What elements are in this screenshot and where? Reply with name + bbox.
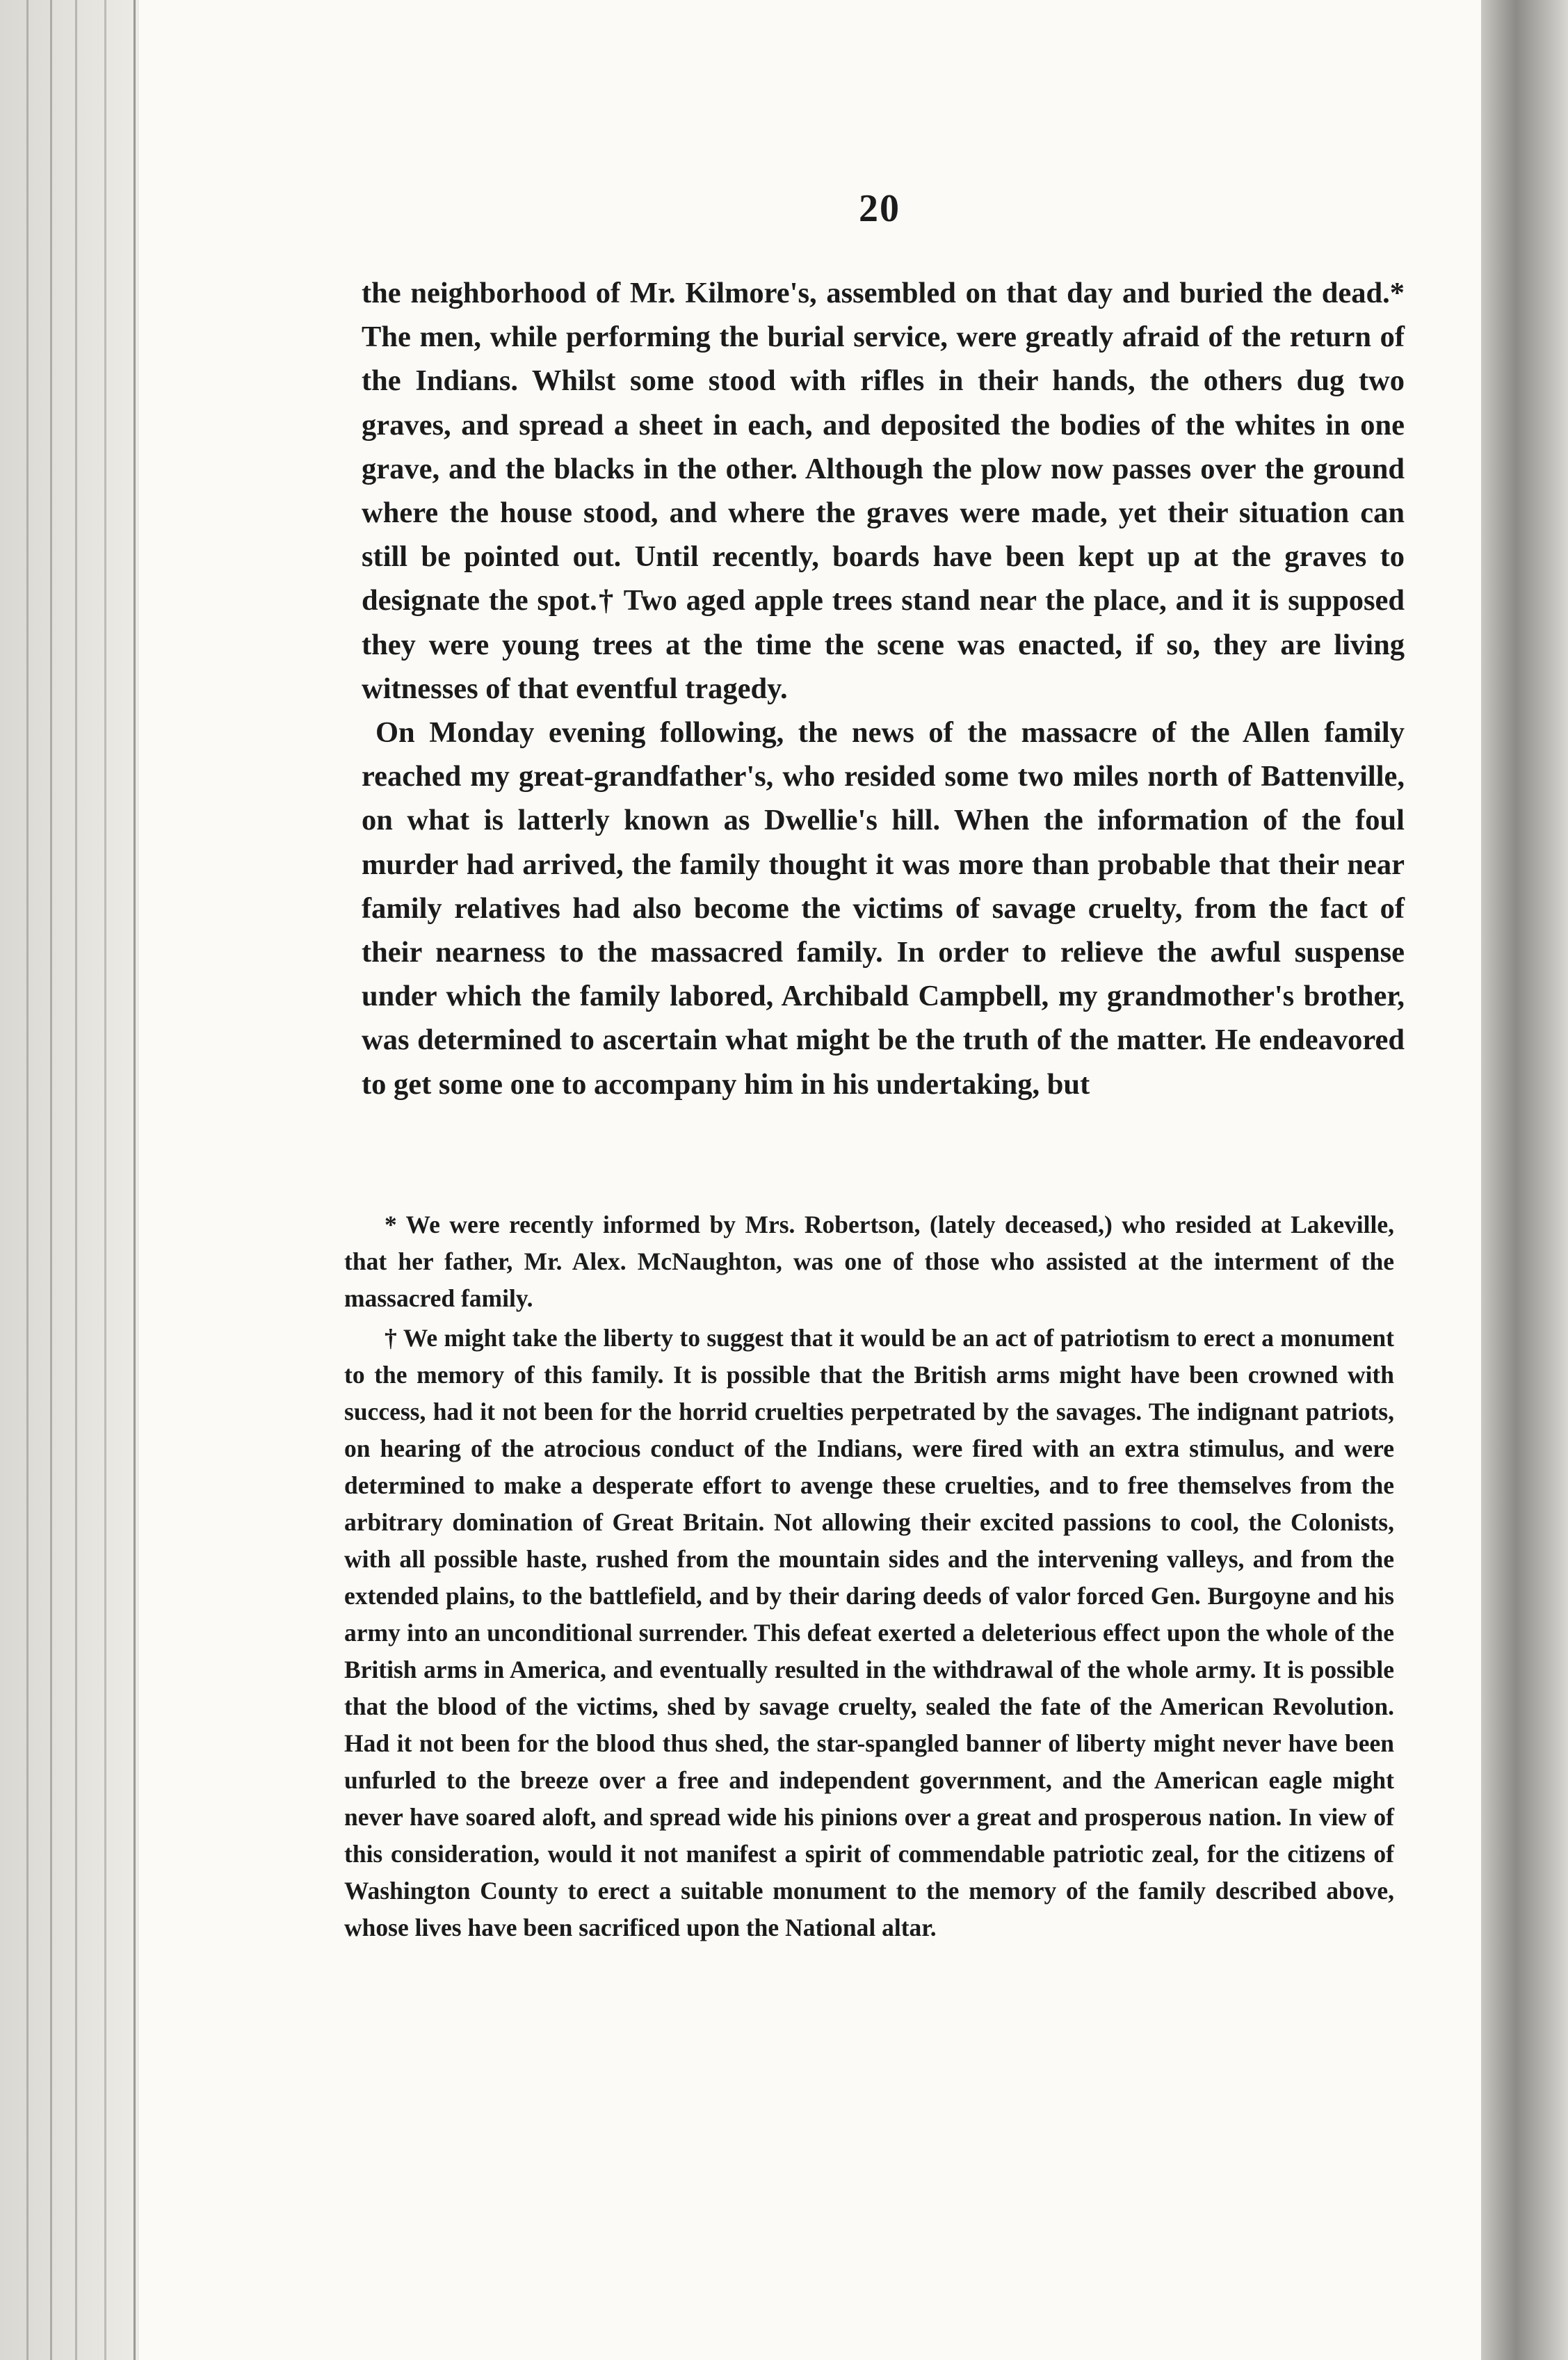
page-stack-shadow — [0, 0, 139, 2360]
page-edge — [104, 0, 106, 2360]
body-paragraph: the neighborhood of Mr. Kilmore's, assembled on that day and buried the dead.* The men, while performing the burial service, were greatly afraid of the return of the Indians. Whilst some stood with rifles in their hands, the others dug two graves, and spread a sheet in each, and deposited the bodies of the whites in one grave, and the blacks in the other. Although the plow now passes over the ground where the house stood, and where the graves were made, yet their situation can still be pointed out. Until recently, boards have been kept up at the graves to designate the spot.† Two aged apple trees stand near the place, and it is supposed they were young trees at the time the scene was enacted, if so, they are living witnesses of that eventful tragedy. — [362, 277, 1405, 705]
page-edge — [50, 0, 52, 2360]
footnote: † We might take the liberty to suggest that it would be an act of patriotism to erect a monument to the memory of this family. It is possible that the British arms might have been crowned with success, had it not been for the horrid cruelties perpetrated by the savages. The indignant patriots, on hearing of the atrocious conduct of the Indians, were fired with an extra stimulus, and were determined to make a desperate effort to avenge these cruelties, and to free themselves from the arbitrary domination of Great Britain. Not allowing their excited passions to cool, the Colonists, with all possible haste, rushed from the mountain sides and the intervening valleys, and from the extended plains, to the battlefield, and by their daring deeds of valor forced Gen. Burgoyne and his army into an unconditional surrender. This defeat exerted a deleterious effect upon the whole of the British arms in America, and eventually resulted in the withdrawal of the whole army. It is possible that the blood of the victims, shed by savage cruelty, sealed the fate of the American Revolution. Had it not been for the blood thus shed, the star-spangled banner of liberty might never have been unfurled to the breeze over a free and independent government, and the American eagle might never have soared aloft, and spread wide his pinions over a great and prosperous nation. In view of this consideration, would it not manifest a spirit of commendable patriotic zeal, for the citizens of Washington County to erect a suitable monument to the memory of the family described above, whose lives have been sacrificed upon the National altar. — [344, 1324, 1394, 1941]
book-gutter — [1481, 0, 1568, 2360]
page-edge — [75, 0, 77, 2360]
body-paragraph: On Monday evening following, the news of the massacre of the Allen family reached my great-grandfather's, who resided some two miles north of Battenville, on what is latterly known as Dwellie's hill. When the information of the foul murder had arrived, the family thought it was more than probable that their near family relatives had also become the victims of savage cruelty, from the fact of their nearness to the massacred family. In order to relieve the awful suspense under which the family labored, Archibald Campbell, my grandmother's brother, was determined to ascertain what might be the truth of the matter. He endeavored to get some one to accompany him in his undertaking, but — [362, 716, 1405, 1101]
footnote: * We were recently informed by Mrs. Robertson, (lately deceased,) who resided at Lakeville, that her father, Mr. Alex. McNaughton, was one of those who assisted at the interment of the massacred family. — [344, 1211, 1394, 1312]
main-text — [362, 271, 1405, 1106]
page-number: 20 — [859, 187, 900, 230]
page-edge — [134, 0, 136, 2360]
page-edge — [26, 0, 29, 2360]
footnotes — [344, 1206, 1394, 1946]
